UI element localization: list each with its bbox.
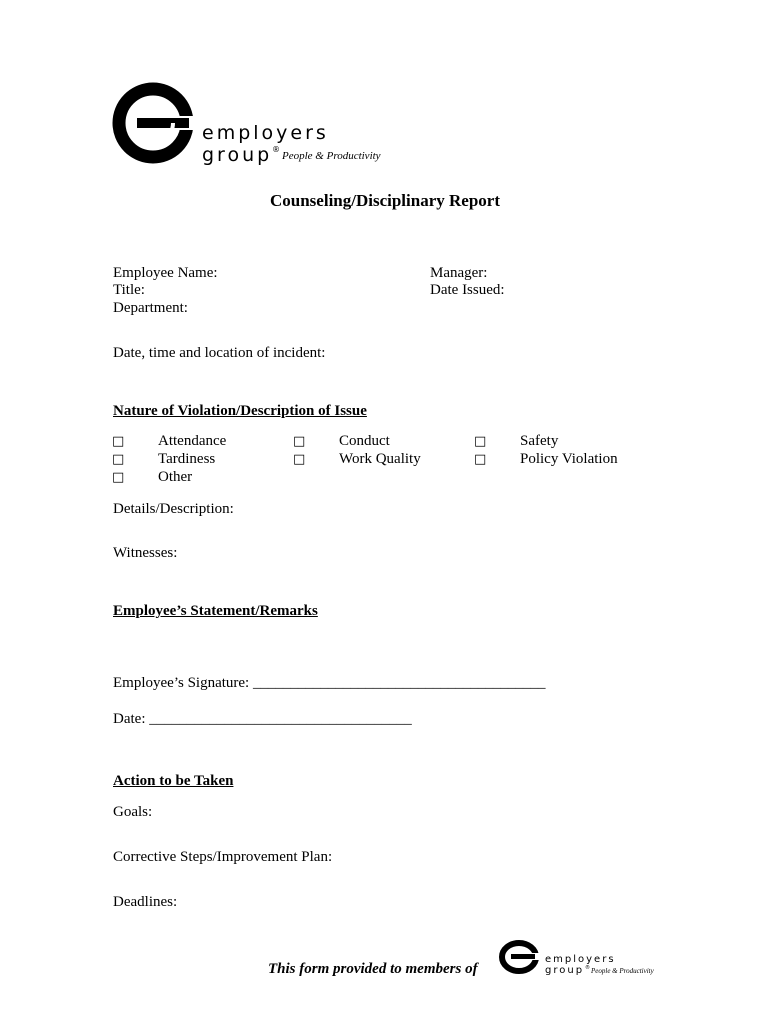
statement-heading: Employee’s Statement/Remarks: [113, 603, 318, 619]
checkbox-attendance[interactable]: □: [112, 434, 125, 449]
checkbox-work-quality[interactable]: □: [293, 452, 306, 467]
date-line[interactable]: Date: ___________________________________: [113, 711, 412, 727]
checkbox-conduct[interactable]: □: [293, 434, 306, 449]
signature-line[interactable]: Employee’s Signature: _______________________________________: [113, 675, 546, 691]
employee-name-label: Employee Name:: [113, 265, 218, 281]
checkbox-tardiness[interactable]: □: [112, 452, 125, 467]
footer-logo-word-employers: employers: [545, 954, 616, 965]
footer-e-mark-icon: [497, 938, 539, 976]
deadlines-label: Deadlines:: [113, 894, 178, 910]
footer-logo-registered-mark: ®: [585, 965, 590, 971]
witnesses-label: Witnesses:: [113, 545, 178, 561]
option-safety-label: Safety: [520, 433, 559, 449]
footer-logo: [497, 938, 667, 978]
corrective-steps-label: Corrective Steps/Improvement Plan:: [113, 849, 333, 865]
logo-word-group: group: [202, 144, 273, 166]
option-conduct-label: Conduct: [339, 433, 390, 449]
option-policy-violation-label: Policy Violation: [520, 451, 618, 467]
option-attendance-label: Attendance: [158, 433, 227, 449]
action-heading: Action to be Taken: [113, 773, 234, 789]
date-issued-label: Date Issued:: [430, 282, 505, 298]
checkbox-other[interactable]: □: [112, 470, 125, 485]
option-other-label: Other: [158, 469, 193, 485]
details-label: Details/Description:: [113, 501, 234, 517]
title-label: Title:: [113, 282, 145, 298]
footer-text: This form provided to members of: [268, 961, 478, 977]
incident-label: Date, time and location of incident:: [113, 345, 326, 361]
employers-group-e-mark-icon: [112, 82, 194, 164]
footer-logo-tagline: People & Productivity: [591, 967, 654, 975]
employers-group-logo: [112, 82, 402, 168]
option-work-quality-label: Work Quality: [339, 451, 421, 467]
checkbox-safety[interactable]: □: [474, 434, 487, 449]
violation-heading: Nature of Violation/Description of Issue: [113, 403, 367, 419]
footer-logo-word-group: group: [545, 965, 585, 976]
manager-label: Manager:: [430, 265, 488, 281]
option-tardiness-label: Tardiness: [158, 451, 216, 467]
goals-label: Goals:: [113, 804, 153, 820]
department-label: Department:: [113, 300, 188, 316]
checkbox-policy-violation[interactable]: □: [474, 452, 487, 467]
logo-word-employers: employers: [202, 122, 329, 144]
logo-registered-mark: ®: [272, 145, 280, 154]
logo-tagline: People & Productivity: [282, 150, 381, 162]
page-title: Counseling/Disciplinary Report: [270, 191, 500, 210]
